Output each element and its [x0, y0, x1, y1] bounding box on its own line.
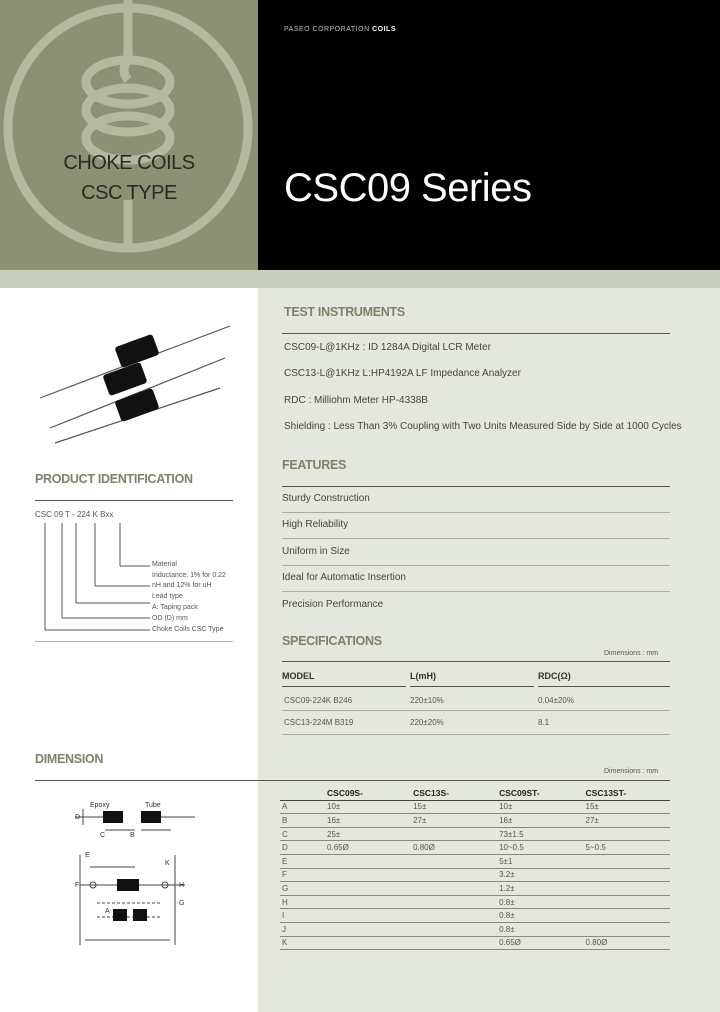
table-cell: 73±1.5 [497, 827, 583, 841]
divider [35, 641, 233, 642]
series-title: CSC09 Series [284, 166, 532, 210]
specifications-heading: SPECIFICATIONS [282, 634, 382, 648]
table-row [280, 827, 670, 841]
spec-cell: CSC09-224K B246 [284, 696, 353, 705]
table-cell: 0.8± [497, 895, 583, 909]
divider [35, 780, 670, 781]
divider [35, 500, 233, 501]
diagram-label: D [75, 814, 81, 821]
table-cell: CSC13S- [411, 787, 497, 800]
instrument-item: RDC : Milliohm Meter HP-4338B [284, 395, 428, 406]
table-cell [325, 922, 411, 936]
divider [282, 710, 670, 711]
spec-cell: 8.1 [538, 718, 550, 727]
diagram-label: Tube [145, 802, 161, 809]
table-cell [584, 882, 670, 896]
table-cell [584, 827, 670, 841]
table-cell [411, 936, 497, 950]
spec-cell: CSC13-224M B319 [284, 718, 354, 727]
product-photo [35, 318, 235, 448]
product-identification-heading: PRODUCT IDENTIFICATION [35, 472, 193, 486]
table-cell: 25± [325, 827, 411, 841]
table-cell: C [280, 827, 325, 841]
table-cell: B [280, 814, 325, 828]
table-cell: CSC09ST- [497, 787, 583, 800]
table-cell: 27± [411, 814, 497, 828]
table-cell [325, 936, 411, 950]
diagram-label: G [179, 900, 185, 907]
header-black-panel [258, 0, 720, 270]
table-cell: 10± [497, 800, 583, 814]
diagram-label: A [105, 908, 110, 915]
table-row [280, 909, 670, 923]
divider [282, 512, 670, 513]
table-cell: I [280, 909, 325, 923]
product-code: CSC 09 T - 224 K Bxx [35, 510, 114, 519]
id-label: Inductance: 1% for 0.22 [152, 572, 226, 579]
table-cell: 27± [584, 814, 670, 828]
table-row [280, 800, 670, 814]
table-cell: 16± [497, 814, 583, 828]
spec-col-model: MODEL [282, 671, 315, 681]
spec-col-l: L(mH) [410, 671, 436, 681]
table-cell: 16± [325, 814, 411, 828]
table-cell: 0.65Ø [497, 936, 583, 950]
table-cell [411, 868, 497, 882]
diagram-label: F [75, 882, 80, 889]
diagram-label: C [100, 832, 106, 839]
dimension-header-row [280, 787, 670, 800]
table-cell: 15± [584, 800, 670, 814]
id-label: A: Taping pack [152, 604, 198, 611]
divider [282, 591, 670, 592]
instrument-item: CSC13-L@1KHz L:HP4192A LF Impedance Analyzer [284, 368, 521, 379]
feature-item: Sturdy Construction [282, 493, 370, 504]
table-cell: 0.65Ø [325, 841, 411, 855]
id-label: nH and 12% for uH [152, 582, 212, 589]
table-row [280, 854, 670, 868]
table-cell [411, 895, 497, 909]
table-row [280, 882, 670, 896]
spec-cell: 220±20% [410, 718, 444, 727]
table-cell: 10~0.5 [497, 841, 583, 855]
table-row [280, 868, 670, 882]
coil-logo-icon [0, 0, 258, 270]
table-cell: CSC09S- [325, 787, 411, 800]
diagram-label: Epoxy [90, 802, 110, 809]
table-cell [584, 868, 670, 882]
spec-cell: 220±10% [410, 696, 444, 705]
table-cell [325, 882, 411, 896]
id-label: Material [152, 561, 177, 568]
table-cell [584, 909, 670, 923]
divider [282, 734, 670, 735]
test-instruments-heading: TEST INSTRUMENTS [284, 305, 405, 319]
title-line-2: CSC TYPE [81, 182, 177, 204]
table-cell [411, 909, 497, 923]
id-label: Lead type [152, 593, 183, 600]
feature-item: High Reliability [282, 519, 349, 530]
divider [282, 538, 670, 539]
divider [282, 686, 406, 687]
table-cell: G [280, 882, 325, 896]
table-cell [411, 882, 497, 896]
table-cell: CSC13ST- [584, 787, 670, 800]
table-cell: 15± [411, 800, 497, 814]
diagram-label: E [85, 852, 90, 859]
table-cell: 1.2± [497, 882, 583, 896]
header-olive-panel [0, 0, 258, 270]
table-cell: H [280, 895, 325, 909]
table-cell [325, 854, 411, 868]
table-cell: K [280, 936, 325, 950]
diagram-label: B [130, 832, 135, 839]
diagram-label: K [165, 860, 170, 867]
divider [410, 686, 534, 687]
table-cell: 10± [325, 800, 411, 814]
feature-item: Precision Performance [282, 599, 384, 610]
dimension-heading: DIMENSION [35, 752, 104, 766]
table-row [280, 841, 670, 855]
table-row [280, 922, 670, 936]
table-cell: J [280, 922, 325, 936]
table-cell: 0.8± [497, 909, 583, 923]
instrument-item: Shielding : Less Than 3% Coupling with Two Units Measured Side by Side at 1000 Cycles [284, 421, 682, 432]
table-cell: 0.8± [497, 922, 583, 936]
table-cell: 3.2± [497, 868, 583, 882]
table-row [280, 814, 670, 828]
table-cell: E [280, 854, 325, 868]
dimension-diagram [75, 795, 275, 965]
table-row [280, 895, 670, 909]
table-cell [325, 895, 411, 909]
table-cell [411, 854, 497, 868]
table-cell: 5~0.5 [584, 841, 670, 855]
divider [538, 686, 670, 687]
table-cell [411, 827, 497, 841]
id-label: OD (D) mm [152, 615, 188, 622]
features-heading: FEATURES [282, 458, 347, 472]
divider [282, 565, 670, 566]
table-cell: 0.80Ø [584, 936, 670, 950]
divider [282, 486, 670, 487]
divider [282, 333, 670, 334]
header-band [0, 270, 720, 288]
spec-units: Dimensions : mm [604, 650, 659, 657]
dimension-table [280, 787, 670, 950]
table-cell [280, 787, 325, 800]
table-cell [584, 895, 670, 909]
spec-col-rdc: RDC(Ω) [538, 671, 571, 681]
table-row [280, 936, 670, 950]
title-line-1: CHOKE COILS [63, 152, 195, 174]
table-cell [584, 922, 670, 936]
table-cell [584, 854, 670, 868]
table-cell: 0.80Ø [411, 841, 497, 855]
feature-item: Ideal for Automatic Insertion [282, 572, 406, 583]
instrument-item: CSC09-L@1KHz : ID 1284A Digital LCR Meter [284, 342, 491, 353]
table-cell [325, 909, 411, 923]
table-cell: A [280, 800, 325, 814]
divider [282, 661, 670, 662]
table-cell: 5±1 [497, 854, 583, 868]
table-cell: F [280, 868, 325, 882]
brand-line: PASEO CORPORATION COILS [284, 26, 396, 33]
diagram-label: H [179, 882, 185, 889]
identification-lines [40, 518, 160, 638]
id-label: Choke Coils CSC Type [152, 626, 224, 633]
table-cell: D [280, 841, 325, 855]
table-cell [325, 868, 411, 882]
feature-item: Uniform in Size [282, 546, 350, 557]
spec-cell: 0.04±20% [538, 696, 574, 705]
table-cell [411, 922, 497, 936]
dimension-units: Dimensions : mm [604, 768, 659, 775]
